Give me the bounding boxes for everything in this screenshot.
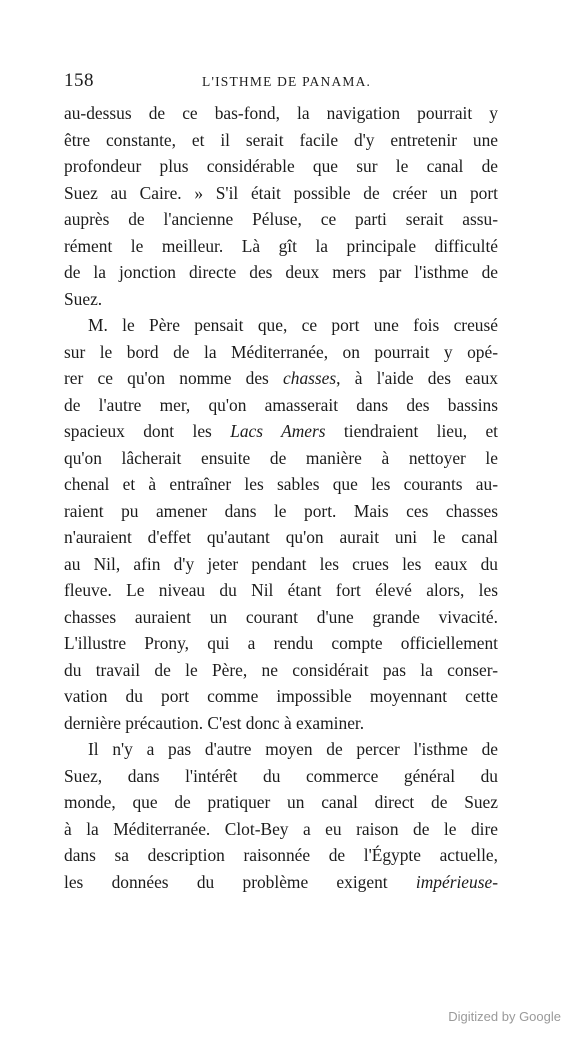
text-line: Suez au Caire. » S'il était possible de créer un port bbox=[64, 182, 498, 203]
text-line bbox=[64, 869, 498, 896]
text-segment: les données du problème exigent bbox=[64, 871, 416, 892]
page-number: 158 bbox=[64, 70, 94, 91]
italic-term: impérieuse- bbox=[415, 871, 498, 892]
text-line: monde, que de pratiquer un canal direct de Suez bbox=[64, 792, 498, 812]
text-line: n'auraient d'effet qu'autant qu'on aurait uni le canal bbox=[64, 527, 498, 547]
text-line: sur le bord de la Méditerranée, on pourrait y opé- bbox=[64, 341, 498, 362]
text-line: vation du port comme impossible moyennant cette bbox=[64, 686, 498, 706]
text-line: M. le Père pensait que, ce port une fois creusé bbox=[88, 315, 498, 335]
digitization-watermark: Digitized by Google bbox=[448, 1009, 561, 1024]
text-line: chasses auraient un courant d'une grande vivacité. bbox=[64, 606, 498, 627]
text-line: de l'autre mer, qu'on amasserait dans des bassins bbox=[64, 394, 498, 415]
text-line: qu'on lâcherait ensuite de manière à nettoyer le bbox=[64, 447, 498, 468]
text-line: rément le meilleur. Là gît la principale difficulté bbox=[64, 235, 498, 256]
text-line: fleuve. Le niveau du Nil étant fort élevé alors, les bbox=[64, 580, 498, 600]
text-line: dernière précaution. C'est donc à examiner. bbox=[64, 712, 365, 733]
text-segment: tiendraient lieu, et bbox=[325, 421, 498, 441]
text-line bbox=[64, 365, 498, 392]
body-text bbox=[64, 100, 498, 895]
text-line: Il n'y a pas d'autre moyen de percer l'isthme de bbox=[88, 739, 498, 759]
text-line: du travail de le Père, ne considérait pas la conser- bbox=[64, 659, 498, 680]
page-header bbox=[64, 70, 498, 94]
text-segment: rer ce qu'on nomme des bbox=[64, 368, 284, 388]
text-line: chenal et à entraîner les sables que les courants au- bbox=[64, 474, 498, 494]
text-line: au Nil, afin d'y jeter pendant les crues les eaux du bbox=[64, 553, 498, 574]
text-line: auprès de l'ancienne Péluse, ce parti serait assu- bbox=[64, 209, 498, 229]
italic-term: Lacs Amers bbox=[230, 421, 326, 441]
text-line: Suez, dans l'intérêt du commerce général du bbox=[64, 765, 498, 786]
text-line: dans sa description raisonnée de l'Égypte actuelle, bbox=[64, 845, 498, 865]
text-line: profondeur plus considérable que sur le canal de bbox=[64, 156, 498, 176]
text-line: raient pu amener dans le port. Mais ces chasses bbox=[64, 500, 498, 521]
italic-term: chasses bbox=[283, 368, 337, 388]
running-head: L'ISTHME DE PANAMA. bbox=[202, 74, 372, 89]
text-line bbox=[64, 418, 498, 445]
text-line: Suez. bbox=[64, 288, 103, 309]
text-line: à la Méditerranée. Clot-Bey a eu raison de le dire bbox=[64, 818, 498, 839]
text-line: être constante, et il serait facile d'y entretenir une bbox=[64, 129, 498, 150]
text-line: L'illustre Prony, qui a rendu compte officiellement bbox=[64, 633, 498, 653]
text-segment: spacieux dont les bbox=[64, 421, 231, 441]
text-segment: , à l'aide des eaux bbox=[336, 368, 498, 388]
text-line: de la jonction directe des deux mers par l'isthme de bbox=[64, 262, 498, 282]
text-line: au-dessus de ce bas-fond, la navigation pourrait y bbox=[64, 103, 498, 123]
